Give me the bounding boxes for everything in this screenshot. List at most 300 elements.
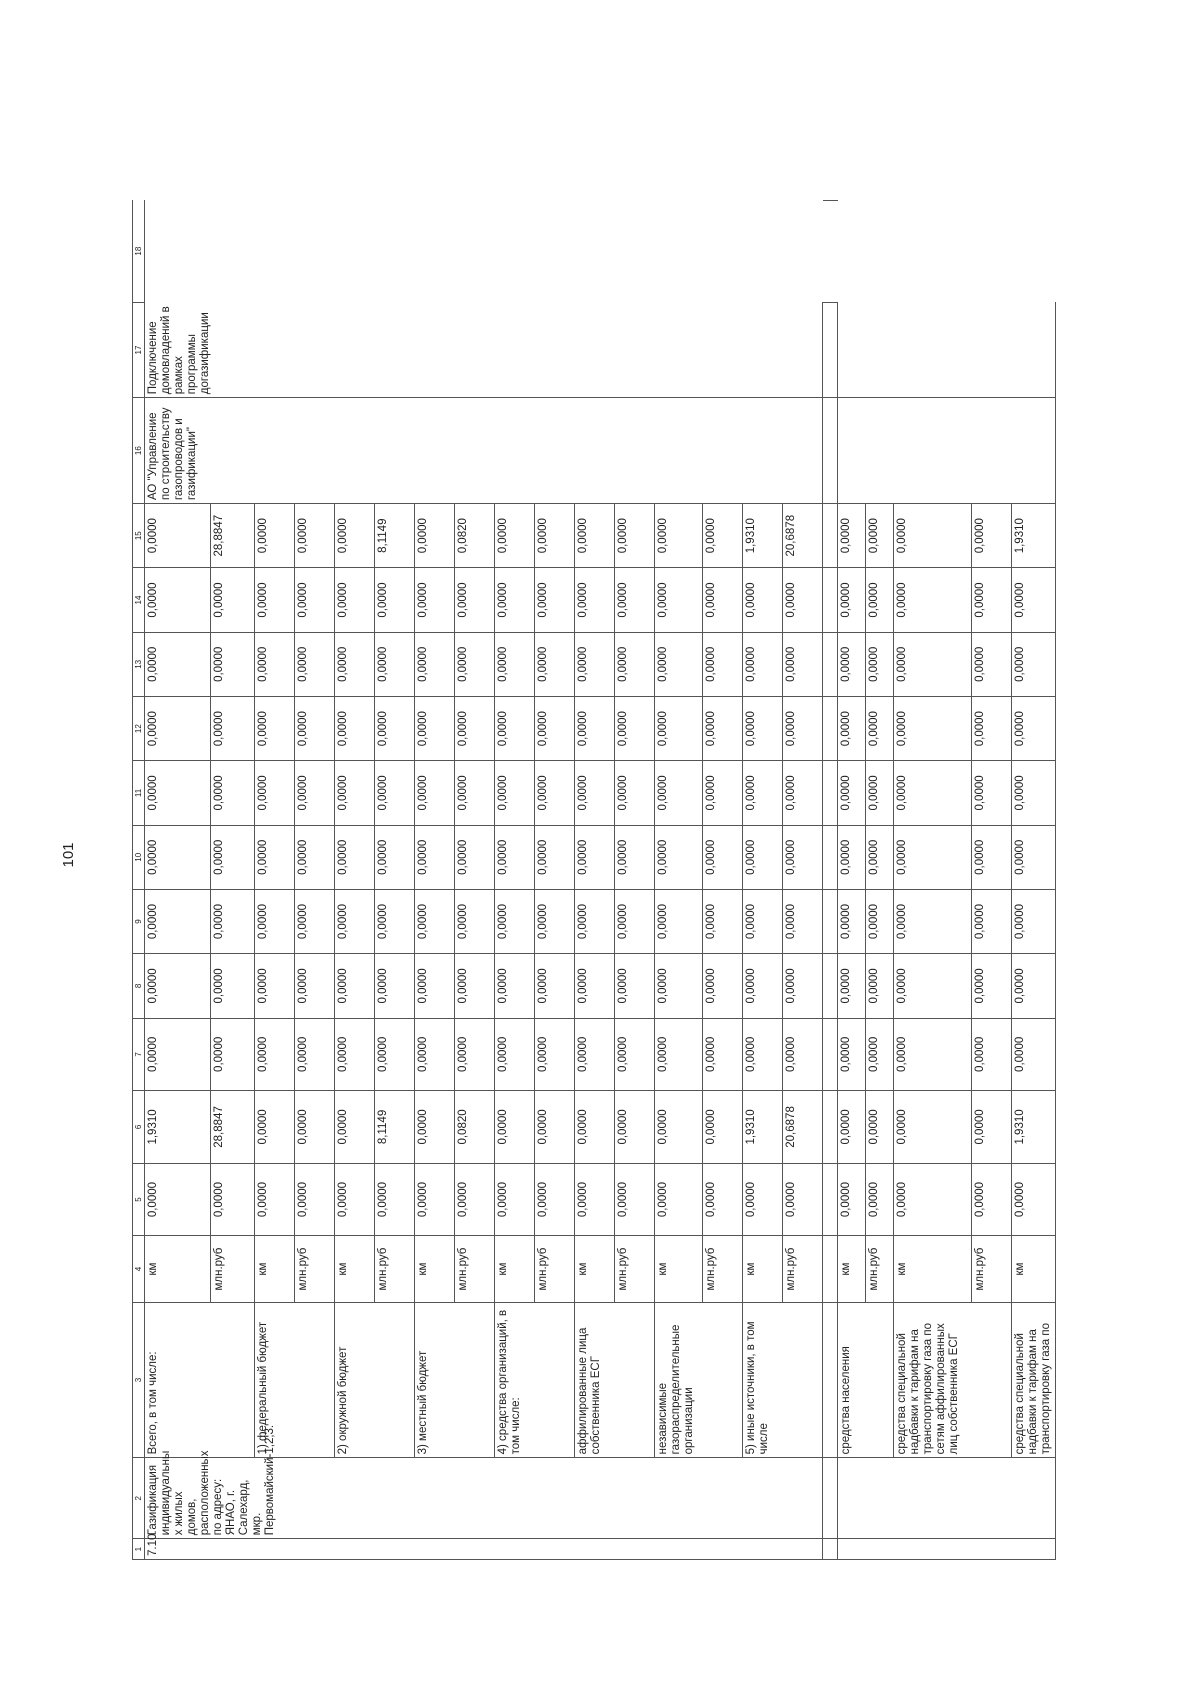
empty-cell (823, 954, 838, 1018)
value-cell: 0,0000 (655, 1018, 703, 1091)
empty-cell (823, 889, 838, 953)
value-cell: 0,0000 (415, 889, 455, 953)
value-cell: 0,0000 (575, 696, 615, 760)
value-cell: 0,0000 (838, 1091, 866, 1164)
value-cell: 0,0000 (145, 568, 211, 632)
value-cell: 0,0000 (145, 889, 211, 953)
unit-cell: млн.руб (295, 1236, 335, 1302)
value-cell: 0,0000 (375, 1163, 415, 1236)
value-cell: 0,0000 (415, 632, 455, 696)
value-cell: 0,0000 (972, 1018, 1012, 1091)
value-cell: 0,0000 (211, 568, 255, 632)
value-cell: 0,0000 (743, 568, 783, 632)
value-cell: 0,0000 (255, 632, 295, 696)
value-cell: 0,0000 (972, 696, 1012, 760)
funding-source: 4) средства организаций, в том числе: (495, 1302, 575, 1458)
value-cell: 0,0000 (255, 696, 295, 760)
value-cell: 0,0000 (838, 504, 866, 568)
value-cell: 0,0000 (972, 889, 1012, 953)
purpose-cell: Подключение домовладений в рамках программы догазификации (145, 302, 823, 397)
value-cell: 0,0000 (335, 761, 375, 825)
value-cell: 0,0000 (375, 696, 415, 760)
value-cell: 0,0000 (211, 696, 255, 760)
value-cell: 0,0000 (783, 954, 823, 1018)
column-number: 2 (133, 1458, 145, 1539)
value-cell: 0,0000 (703, 825, 743, 889)
value-cell: 0,0000 (211, 1163, 255, 1236)
value-cell: 0,0000 (1012, 954, 1056, 1018)
value-cell: 0,0000 (615, 825, 655, 889)
value-cell: 8,1149 (375, 504, 415, 568)
value-cell: 0,0000 (255, 761, 295, 825)
empty-cell (823, 1458, 838, 1539)
unit-cell: млн.руб (703, 1236, 743, 1302)
value-cell: 0,0000 (703, 504, 743, 568)
value-cell: 0,0000 (495, 954, 535, 1018)
value-cell: 1,9310 (145, 1091, 211, 1164)
value-cell: 0,0000 (575, 1163, 615, 1236)
funding-source: средства специальной надбавки к тарифам на транспортировку газа по сетям аффилированных лиц собственника ЕСГ (894, 1302, 1012, 1458)
empty-cell (823, 504, 838, 568)
value-cell: 0,0000 (535, 632, 575, 696)
unit-cell: км (1012, 1236, 1056, 1302)
value-cell: 0,0000 (655, 954, 703, 1018)
column-number-row (133, 201, 145, 1560)
value-cell: 0,0000 (838, 1018, 866, 1091)
unit-cell: км (655, 1236, 703, 1302)
value-cell: 0,0000 (145, 1163, 211, 1236)
rotated-table-container (132, 200, 1052, 1560)
unit-cell: км (743, 1236, 783, 1302)
value-cell: 0,0000 (894, 504, 972, 568)
unit-cell: млн.руб (535, 1236, 575, 1302)
empty-cell (823, 825, 838, 889)
empty-cell (838, 1539, 1056, 1560)
value-cell: 0,0000 (703, 1018, 743, 1091)
value-cell: 0,0000 (335, 954, 375, 1018)
value-cell: 0,0000 (375, 1018, 415, 1091)
value-cell: 0,0000 (894, 889, 972, 953)
value-cell: 0,0000 (295, 504, 335, 568)
empty-cell (838, 1458, 1056, 1539)
unit-cell: млн.руб (211, 1236, 255, 1302)
funding-source: независимые газораспределительные организации (655, 1302, 743, 1458)
value-cell: 0,0000 (894, 825, 972, 889)
value-cell: 0,0000 (615, 1163, 655, 1236)
value-cell: 0,0000 (415, 954, 455, 1018)
table-row (145, 201, 211, 1560)
executor-cell: АО "Управление по строительству газопроводов и газификации" (145, 398, 823, 504)
value-cell: 0,0000 (375, 761, 415, 825)
value-cell: 0,0000 (703, 1163, 743, 1236)
value-cell: 0,0000 (866, 504, 894, 568)
empty-cell (823, 1091, 838, 1164)
value-cell: 0,0000 (535, 889, 575, 953)
value-cell: 0,0000 (1012, 568, 1056, 632)
value-cell: 0,0000 (455, 568, 495, 632)
value-cell: 0,0000 (495, 568, 535, 632)
value-cell: 0,0000 (972, 1163, 1012, 1236)
value-cell: 0,0000 (655, 696, 703, 760)
value-cell: 0,0000 (495, 504, 535, 568)
value-cell: 0,0000 (703, 889, 743, 953)
funding-source: 1) федеральный бюджет (255, 1302, 335, 1458)
unit-cell: км (838, 1236, 866, 1302)
value-cell: 0,0000 (783, 696, 823, 760)
value-cell: 0,0000 (972, 504, 1012, 568)
value-cell: 0,0000 (145, 954, 211, 1018)
value-cell: 0,0000 (972, 568, 1012, 632)
empty-cell (823, 696, 838, 760)
value-cell: 0,0000 (703, 568, 743, 632)
value-cell: 28,8847 (211, 504, 255, 568)
value-cell: 0,0000 (894, 1018, 972, 1091)
value-cell: 0,0000 (295, 632, 335, 696)
value-cell: 0,0000 (703, 761, 743, 825)
unit-cell: км (495, 1236, 535, 1302)
value-cell: 0,0000 (838, 889, 866, 953)
value-cell: 0,0000 (295, 825, 335, 889)
value-cell: 0,0000 (535, 568, 575, 632)
value-cell: 0,0000 (415, 761, 455, 825)
value-cell: 0,0000 (575, 954, 615, 1018)
value-cell: 0,0000 (575, 889, 615, 953)
unit-cell: млн.руб (783, 1236, 823, 1302)
empty-cell (823, 1539, 838, 1560)
value-cell: 0,0000 (211, 954, 255, 1018)
value-cell: 0,0000 (743, 1018, 783, 1091)
value-cell: 0,0000 (455, 632, 495, 696)
empty-cell (823, 1163, 838, 1236)
value-cell: 0,0000 (335, 632, 375, 696)
value-cell: 0,0000 (783, 632, 823, 696)
value-cell: 0,0000 (255, 1018, 295, 1091)
value-cell: 0,0000 (743, 761, 783, 825)
value-cell: 1,9310 (743, 1091, 783, 1164)
value-cell: 0,0000 (415, 825, 455, 889)
value-cell: 0,0000 (866, 1018, 894, 1091)
value-cell: 0,0000 (375, 825, 415, 889)
column-number: 17 (133, 302, 145, 397)
value-cell: 0,0000 (535, 761, 575, 825)
column-number: 18 (133, 201, 145, 303)
unit-cell: км (415, 1236, 455, 1302)
value-cell: 0,0000 (255, 504, 295, 568)
empty-cell (823, 1018, 838, 1091)
document-table-area (132, 200, 1052, 1560)
value-cell: 0,0000 (255, 825, 295, 889)
value-cell: 0,0000 (838, 954, 866, 1018)
table-row (838, 201, 866, 1560)
value-cell: 0,0000 (703, 954, 743, 1018)
value-cell: 0,0000 (972, 825, 1012, 889)
column-number: 8 (133, 954, 145, 1018)
value-cell: 0,0000 (535, 504, 575, 568)
column-number: 3 (133, 1302, 145, 1458)
value-cell: 0,0000 (535, 696, 575, 760)
value-cell: 0,0000 (455, 889, 495, 953)
unit-cell: км (145, 1236, 211, 1302)
value-cell: 0,0000 (295, 761, 335, 825)
funding-source: аффилированные лица собственника ЕСГ (575, 1302, 655, 1458)
value-cell: 0,0000 (866, 1163, 894, 1236)
value-cell: 0,0000 (495, 1163, 535, 1236)
value-cell: 0,0000 (335, 825, 375, 889)
unit-cell: млн.руб (455, 1236, 495, 1302)
empty-cell (823, 398, 838, 504)
value-cell: 0,0000 (655, 568, 703, 632)
value-cell: 0,0000 (615, 761, 655, 825)
item-number: 7.10. (145, 1539, 823, 1560)
value-cell: 0,0000 (335, 889, 375, 953)
value-cell: 0,0000 (743, 1163, 783, 1236)
value-cell: 0,0000 (295, 1018, 335, 1091)
column-number: 9 (133, 889, 145, 953)
value-cell: 0,0000 (575, 632, 615, 696)
funding-source: средства населения (838, 1302, 894, 1458)
empty-cell (823, 1302, 838, 1458)
value-cell: 0,0000 (255, 1163, 295, 1236)
empty-cell (823, 568, 838, 632)
value-cell: 0,0000 (455, 1018, 495, 1091)
value-cell: 0,0000 (145, 1018, 211, 1091)
value-cell: 0,0000 (375, 889, 415, 953)
column-number: 6 (133, 1091, 145, 1164)
value-cell: 0,0000 (455, 696, 495, 760)
value-cell: 0,0000 (415, 1091, 455, 1164)
section-gap-row (823, 201, 838, 1560)
value-cell: 0,0000 (894, 1091, 972, 1164)
value-cell: 0,0000 (495, 889, 535, 953)
value-cell: 0,0000 (655, 632, 703, 696)
value-cell: 0,0000 (535, 1163, 575, 1236)
unit-cell: км (255, 1236, 295, 1302)
value-cell: 0,0000 (1012, 889, 1056, 953)
value-cell: 0,0000 (894, 568, 972, 632)
value-cell: 0,0000 (783, 825, 823, 889)
value-cell: 0,0000 (615, 632, 655, 696)
value-cell: 0,0000 (455, 825, 495, 889)
value-cell: 0,0000 (495, 632, 535, 696)
value-cell: 0,0000 (415, 1163, 455, 1236)
unit-cell: млн.руб (972, 1236, 1012, 1302)
value-cell: 0,0000 (415, 568, 455, 632)
value-cell: 0,0000 (575, 1091, 615, 1164)
value-cell: 0,0000 (1012, 761, 1056, 825)
value-cell: 0,0000 (575, 504, 615, 568)
empty-cell (823, 632, 838, 696)
value-cell: 0,0000 (894, 632, 972, 696)
value-cell: 0,0000 (866, 889, 894, 953)
value-cell: 0,0000 (703, 1091, 743, 1164)
unit-cell: млн.руб (375, 1236, 415, 1302)
column-number: 7 (133, 1018, 145, 1091)
value-cell: 0,0000 (866, 825, 894, 889)
value-cell: 0,0000 (575, 761, 615, 825)
value-cell: 0,0000 (894, 761, 972, 825)
value-cell: 0,0000 (838, 632, 866, 696)
page-number: 101 (60, 842, 77, 868)
value-cell: 0,0000 (455, 761, 495, 825)
value-cell: 0,0000 (255, 889, 295, 953)
value-cell: 0,0000 (255, 954, 295, 1018)
value-cell: 0,0000 (255, 1091, 295, 1164)
value-cell: 0,0000 (783, 761, 823, 825)
value-cell: 0,0000 (866, 954, 894, 1018)
value-cell: 0,0000 (335, 1018, 375, 1091)
value-cell: 0,0000 (743, 696, 783, 760)
value-cell: 0,0000 (866, 632, 894, 696)
value-cell: 0,0000 (743, 954, 783, 1018)
column-number: 5 (133, 1163, 145, 1236)
value-cell: 0,0000 (495, 761, 535, 825)
value-cell: 0,0000 (455, 1163, 495, 1236)
value-cell: 28,8847 (211, 1091, 255, 1164)
value-cell: 0,0000 (655, 1091, 703, 1164)
value-cell: 0,0000 (1012, 696, 1056, 760)
value-cell: 0,0000 (535, 1018, 575, 1091)
empty-cell (838, 398, 1056, 504)
value-cell: 0,0000 (894, 1163, 972, 1236)
column-number: 13 (133, 632, 145, 696)
column-number: 10 (133, 825, 145, 889)
column-number: 15 (133, 504, 145, 568)
value-cell: 0,0000 (615, 504, 655, 568)
value-cell: 0,0000 (743, 632, 783, 696)
value-cell: 0,0000 (211, 761, 255, 825)
value-cell: 0,0000 (615, 1018, 655, 1091)
value-cell: 0,0000 (1012, 1018, 1056, 1091)
value-cell: 0,0000 (655, 1163, 703, 1236)
value-cell: 0,0000 (655, 825, 703, 889)
value-cell: 0,0000 (335, 696, 375, 760)
value-cell: 0,0000 (972, 761, 1012, 825)
value-cell: 0,0000 (972, 1091, 1012, 1164)
value-cell: 0,0000 (615, 568, 655, 632)
investment-program-table (132, 200, 1056, 1560)
value-cell: 0,0000 (211, 632, 255, 696)
value-cell: 0,0000 (866, 568, 894, 632)
value-cell: 0,0000 (655, 761, 703, 825)
value-cell: 0,0000 (972, 954, 1012, 1018)
empty-cell (823, 302, 838, 397)
value-cell: 0,0000 (255, 568, 295, 632)
value-cell: 0,0000 (535, 954, 575, 1018)
value-cell: 0,0000 (743, 889, 783, 953)
unit-cell: км (335, 1236, 375, 1302)
column-number: 14 (133, 568, 145, 632)
empty-cell (823, 201, 838, 303)
value-cell: 0,0000 (495, 825, 535, 889)
value-cell: 0,0000 (575, 825, 615, 889)
value-cell: 1,9310 (743, 504, 783, 568)
unit-cell: км (894, 1236, 972, 1302)
value-cell: 0,0000 (838, 696, 866, 760)
value-cell: 0,0000 (575, 568, 615, 632)
value-cell: 0,0000 (375, 568, 415, 632)
value-cell: 0,0000 (783, 1018, 823, 1091)
value-cell: 0,0000 (145, 504, 211, 568)
value-cell: 0,0000 (615, 1091, 655, 1164)
value-cell: 0,0820 (455, 504, 495, 568)
value-cell: 0,0000 (295, 1091, 335, 1164)
value-cell: 0,0000 (743, 825, 783, 889)
funding-source: 3) местный бюджет (415, 1302, 495, 1458)
value-cell: 0,0000 (145, 825, 211, 889)
value-cell: 0,0000 (415, 504, 455, 568)
value-cell: 8,1149 (375, 1091, 415, 1164)
value-cell: 20,6878 (783, 504, 823, 568)
empty-cell (823, 1236, 838, 1302)
value-cell: 1,9310 (1012, 504, 1056, 568)
value-cell: 0,0000 (535, 825, 575, 889)
column-number: 4 (133, 1236, 145, 1302)
value-cell: 0,0000 (655, 504, 703, 568)
value-cell: 0,0000 (783, 568, 823, 632)
value-cell: 0,0000 (145, 632, 211, 696)
column-number: 12 (133, 696, 145, 760)
value-cell: 0,0000 (838, 761, 866, 825)
value-cell: 0,0000 (495, 696, 535, 760)
value-cell: 0,0000 (495, 1091, 535, 1164)
unit-cell: млн.руб (866, 1236, 894, 1302)
item-title: Газификация индивидуальны х жилых домов, расположенных по адресу: ЯНАО, г. Салехард, мкр. Первомайский-1,2,3. (145, 1458, 823, 1539)
value-cell: 0,0000 (211, 1018, 255, 1091)
value-cell: 0,0000 (615, 696, 655, 760)
value-cell: 0,0000 (295, 696, 335, 760)
value-cell: 0,0000 (1012, 825, 1056, 889)
value-cell: 0,0000 (1012, 632, 1056, 696)
funding-source: средства специальной надбавки к тарифам на транспортировку газа по (1012, 1302, 1056, 1458)
column-number: 16 (133, 398, 145, 504)
value-cell: 0,0000 (838, 825, 866, 889)
value-cell: 0,0000 (335, 1163, 375, 1236)
table-body (133, 201, 1056, 1560)
value-cell: 1,9310 (1012, 1091, 1056, 1164)
unit-cell: км (575, 1236, 615, 1302)
value-cell: 0,0000 (295, 889, 335, 953)
value-cell: 0,0000 (972, 632, 1012, 696)
value-cell: 0,0000 (703, 696, 743, 760)
value-cell: 0,0000 (495, 1018, 535, 1091)
funding-source: 2) окружной бюджет (335, 1302, 415, 1458)
value-cell: 0,0000 (894, 696, 972, 760)
value-cell: 0,0000 (838, 1163, 866, 1236)
value-cell: 0,0000 (375, 954, 415, 1018)
column-number: 1 (133, 1539, 145, 1560)
value-cell: 0,0000 (335, 504, 375, 568)
value-cell: 0,0000 (783, 1163, 823, 1236)
value-cell: 0,0000 (615, 954, 655, 1018)
value-cell: 0,0000 (783, 889, 823, 953)
value-cell: 0,0000 (894, 954, 972, 1018)
value-cell: 0,0000 (415, 1018, 455, 1091)
value-cell: 0,0000 (703, 632, 743, 696)
value-cell: 0,0000 (415, 696, 455, 760)
empty-cell (838, 302, 1056, 397)
unit-cell: млн.руб (615, 1236, 655, 1302)
funding-source: 5) иные источники, в том числе (743, 1302, 823, 1458)
value-cell: 0,0000 (211, 889, 255, 953)
value-cell: 0,0000 (535, 1091, 575, 1164)
value-cell: 0,0000 (655, 889, 703, 953)
empty-cell (823, 761, 838, 825)
value-cell: 0,0000 (375, 632, 415, 696)
value-cell: 0,0000 (211, 825, 255, 889)
funding-source: Всего, в том числе: (145, 1302, 255, 1458)
value-cell: 0,0000 (615, 889, 655, 953)
value-cell: 0,0000 (866, 696, 894, 760)
